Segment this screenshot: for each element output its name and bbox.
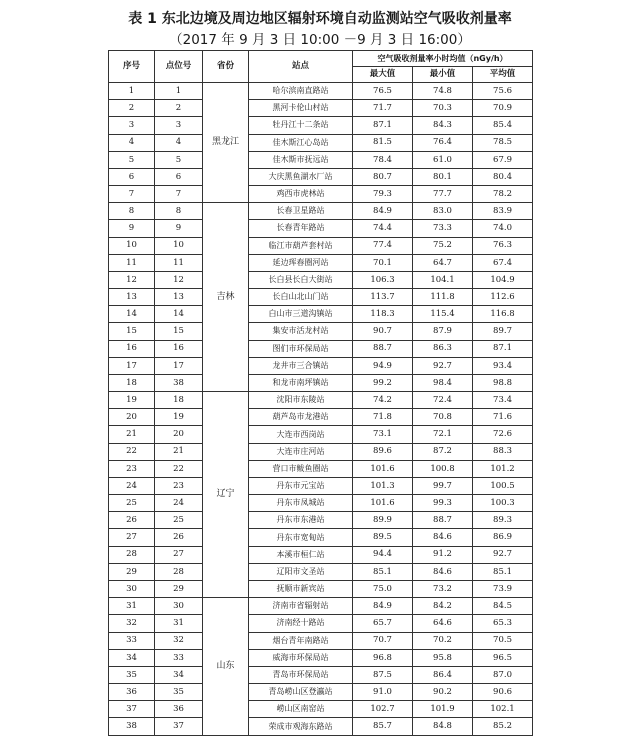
header-province: 省份 [203, 51, 249, 83]
cell-avg: 70.9 [473, 100, 533, 117]
cell-avg: 87.0 [473, 666, 533, 683]
cell-max: 118.3 [353, 306, 413, 323]
cell-max: 74.4 [353, 220, 413, 237]
cell-min: 84.3 [413, 117, 473, 134]
cell-avg: 78.2 [473, 186, 533, 203]
table-row [109, 546, 533, 563]
cell-min: 86.4 [413, 666, 473, 683]
cell-max: 77.4 [353, 237, 413, 254]
table-row [109, 426, 533, 443]
cell-station: 大庆黑鱼湖水厂站 [249, 168, 353, 185]
header-site-no: 点位号 [155, 51, 203, 83]
table-row [109, 323, 533, 340]
cell-min: 99.3 [413, 495, 473, 512]
cell-seq: 36 [109, 684, 155, 701]
cell-seq: 27 [109, 529, 155, 546]
table-row [109, 374, 533, 391]
table-row [109, 615, 533, 632]
cell-site-no: 37 [155, 718, 203, 736]
cell-max: 75.0 [353, 580, 413, 597]
cell-station: 大连市庄河站 [249, 443, 353, 460]
cell-min: 77.7 [413, 186, 473, 203]
cell-site-no: 26 [155, 529, 203, 546]
cell-avg: 101.2 [473, 460, 533, 477]
cell-station: 沈阳市东陵站 [249, 392, 353, 409]
cell-max: 85.1 [353, 563, 413, 580]
cell-avg: 73.4 [473, 392, 533, 409]
cell-site-no: 6 [155, 168, 203, 185]
cell-station: 长春卫星路站 [249, 203, 353, 220]
cell-site-no: 1 [155, 83, 203, 100]
cell-site-no: 10 [155, 237, 203, 254]
cell-max: 96.8 [353, 649, 413, 666]
cell-seq: 32 [109, 615, 155, 632]
cell-site-no: 5 [155, 151, 203, 168]
cell-seq: 3 [109, 117, 155, 134]
cell-site-no: 3 [155, 117, 203, 134]
cell-seq: 34 [109, 649, 155, 666]
cell-avg: 96.5 [473, 649, 533, 666]
cell-station: 鸡西市虎林站 [249, 186, 353, 203]
cell-seq: 28 [109, 546, 155, 563]
cell-min: 76.4 [413, 134, 473, 151]
table-row [109, 477, 533, 494]
cell-avg: 73.9 [473, 580, 533, 597]
cell-site-no: 33 [155, 649, 203, 666]
cell-avg: 71.6 [473, 409, 533, 426]
radiation-table [108, 50, 533, 736]
cell-avg: 67.9 [473, 151, 533, 168]
cell-min: 70.3 [413, 100, 473, 117]
cell-avg: 86.9 [473, 529, 533, 546]
cell-min: 80.1 [413, 168, 473, 185]
cell-max: 84.9 [353, 598, 413, 615]
cell-station: 白山市三道沟镇站 [249, 306, 353, 323]
cell-site-no: 20 [155, 426, 203, 443]
cell-max: 70.7 [353, 632, 413, 649]
cell-max: 87.5 [353, 666, 413, 683]
cell-province: 山东 [203, 598, 249, 736]
table-row [109, 134, 533, 151]
cell-site-no: 9 [155, 220, 203, 237]
cell-avg: 83.9 [473, 203, 533, 220]
cell-avg: 74.0 [473, 220, 533, 237]
cell-min: 95.8 [413, 649, 473, 666]
cell-site-no: 28 [155, 563, 203, 580]
cell-site-no: 19 [155, 409, 203, 426]
cell-site-no: 35 [155, 684, 203, 701]
table-row [109, 701, 533, 718]
cell-max: 74.2 [353, 392, 413, 409]
cell-site-no: 18 [155, 392, 203, 409]
table-row [109, 684, 533, 701]
cell-seq: 18 [109, 374, 155, 391]
cell-seq: 2 [109, 100, 155, 117]
cell-station: 青岛崂山区登瀛站 [249, 684, 353, 701]
cell-max: 70.1 [353, 254, 413, 271]
cell-max: 94.9 [353, 357, 413, 374]
table-row [109, 598, 533, 615]
cell-station: 长白县长白大街站 [249, 271, 353, 288]
cell-min: 86.3 [413, 340, 473, 357]
cell-site-no: 8 [155, 203, 203, 220]
cell-min: 73.3 [413, 220, 473, 237]
cell-seq: 5 [109, 151, 155, 168]
cell-max: 113.7 [353, 289, 413, 306]
cell-max: 71.8 [353, 409, 413, 426]
header-max: 最大值 [353, 67, 413, 83]
cell-min: 111.8 [413, 289, 473, 306]
cell-min: 64.6 [413, 615, 473, 632]
cell-avg: 89.7 [473, 323, 533, 340]
cell-max: 81.5 [353, 134, 413, 151]
cell-station: 营口市鲅鱼圈站 [249, 460, 353, 477]
table-row [109, 254, 533, 271]
cell-avg: 67.4 [473, 254, 533, 271]
cell-seq: 33 [109, 632, 155, 649]
cell-station: 丹东市凤城站 [249, 495, 353, 512]
cell-site-no: 29 [155, 580, 203, 597]
cell-max: 91.0 [353, 684, 413, 701]
cell-station: 黑河卡伦山村站 [249, 100, 353, 117]
header-dose-rate-group: 空气吸收剂量率小时均值（nGy/h） [353, 51, 533, 67]
cell-max: 101.6 [353, 460, 413, 477]
cell-seq: 24 [109, 477, 155, 494]
cell-min: 92.7 [413, 357, 473, 374]
table-row [109, 340, 533, 357]
cell-seq: 29 [109, 563, 155, 580]
cell-min: 70.2 [413, 632, 473, 649]
cell-seq: 30 [109, 580, 155, 597]
cell-avg: 98.8 [473, 374, 533, 391]
cell-station: 长白山北山门站 [249, 289, 353, 306]
cell-seq: 20 [109, 409, 155, 426]
cell-seq: 8 [109, 203, 155, 220]
table-row [109, 186, 533, 203]
cell-min: 70.8 [413, 409, 473, 426]
table-title: 表 1 东北边境及周边地区辐射环境自动监测站空气吸收剂量率 [128, 11, 512, 27]
cell-site-no: 17 [155, 357, 203, 374]
cell-site-no: 25 [155, 512, 203, 529]
cell-seq: 7 [109, 186, 155, 203]
cell-avg: 112.6 [473, 289, 533, 306]
cell-province: 黑龙江 [203, 83, 249, 203]
cell-seq: 9 [109, 220, 155, 237]
cell-avg: 65.3 [473, 615, 533, 632]
cell-station: 大连市西岗站 [249, 426, 353, 443]
cell-site-no: 16 [155, 340, 203, 357]
cell-max: 73.1 [353, 426, 413, 443]
cell-site-no: 34 [155, 666, 203, 683]
table-row [109, 512, 533, 529]
table-row [109, 237, 533, 254]
cell-min: 72.1 [413, 426, 473, 443]
cell-seq: 37 [109, 701, 155, 718]
table-body [109, 83, 533, 736]
cell-max: 80.7 [353, 168, 413, 185]
table-row [109, 529, 533, 546]
cell-avg: 87.1 [473, 340, 533, 357]
cell-min: 75.2 [413, 237, 473, 254]
cell-min: 72.4 [413, 392, 473, 409]
cell-site-no: 24 [155, 495, 203, 512]
cell-min: 98.4 [413, 374, 473, 391]
cell-min: 84.6 [413, 563, 473, 580]
cell-avg: 70.5 [473, 632, 533, 649]
cell-max: 89.6 [353, 443, 413, 460]
table-row [109, 632, 533, 649]
cell-site-no: 38 [155, 374, 203, 391]
cell-seq: 25 [109, 495, 155, 512]
table-row [109, 168, 533, 185]
cell-avg: 93.4 [473, 357, 533, 374]
cell-station: 辽阳市文圣站 [249, 563, 353, 580]
table-row [109, 392, 533, 409]
cell-station: 佳木斯江心岛站 [249, 134, 353, 151]
table-row [109, 203, 533, 220]
cell-station: 济南经十路站 [249, 615, 353, 632]
table-row [109, 443, 533, 460]
cell-site-no: 22 [155, 460, 203, 477]
cell-seq: 23 [109, 460, 155, 477]
table-row [109, 357, 533, 374]
cell-station: 丹东市宽甸站 [249, 529, 353, 546]
cell-seq: 13 [109, 289, 155, 306]
header-seq: 序号 [109, 51, 155, 83]
cell-max: 106.3 [353, 271, 413, 288]
cell-station: 延边珲春圈河站 [249, 254, 353, 271]
cell-site-no: 7 [155, 186, 203, 203]
cell-min: 83.0 [413, 203, 473, 220]
cell-max: 101.6 [353, 495, 413, 512]
cell-station: 济南市省辐射站 [249, 598, 353, 615]
table-row [109, 409, 533, 426]
cell-seq: 4 [109, 134, 155, 151]
cell-seq: 12 [109, 271, 155, 288]
cell-seq: 35 [109, 666, 155, 683]
cell-min: 115.4 [413, 306, 473, 323]
cell-min: 101.9 [413, 701, 473, 718]
cell-station: 佳木斯市抚远站 [249, 151, 353, 168]
cell-max: 99.2 [353, 374, 413, 391]
cell-min: 88.7 [413, 512, 473, 529]
cell-min: 87.9 [413, 323, 473, 340]
table-subtitle: （2017 年 9 月 3 日 10:00 －9 月 3 日 16:00） [169, 32, 471, 48]
cell-avg: 104.9 [473, 271, 533, 288]
cell-site-no: 13 [155, 289, 203, 306]
table-row [109, 649, 533, 666]
cell-seq: 17 [109, 357, 155, 374]
header-station: 站点 [249, 51, 353, 83]
cell-station: 龙井市三合镇站 [249, 357, 353, 374]
cell-avg: 92.7 [473, 546, 533, 563]
table-row [109, 271, 533, 288]
cell-station: 哈尔滨南直路站 [249, 83, 353, 100]
cell-min: 90.2 [413, 684, 473, 701]
cell-seq: 21 [109, 426, 155, 443]
cell-min: 61.0 [413, 151, 473, 168]
cell-station: 牡丹江十二条站 [249, 117, 353, 134]
cell-station: 丹东市东港站 [249, 512, 353, 529]
cell-avg: 75.6 [473, 83, 533, 100]
cell-min: 74.8 [413, 83, 473, 100]
table-row [109, 83, 533, 100]
cell-seq: 31 [109, 598, 155, 615]
cell-site-no: 4 [155, 134, 203, 151]
cell-station: 集安市活龙村站 [249, 323, 353, 340]
cell-max: 94.4 [353, 546, 413, 563]
cell-min: 91.2 [413, 546, 473, 563]
cell-min: 100.8 [413, 460, 473, 477]
cell-province: 吉林 [203, 203, 249, 392]
cell-site-no: 12 [155, 271, 203, 288]
table-row [109, 666, 533, 683]
cell-site-no: 30 [155, 598, 203, 615]
cell-max: 89.5 [353, 529, 413, 546]
cell-min: 87.2 [413, 443, 473, 460]
cell-station: 临江市葫芦套村站 [249, 237, 353, 254]
table-row [109, 460, 533, 477]
cell-avg: 89.3 [473, 512, 533, 529]
cell-seq: 11 [109, 254, 155, 271]
cell-avg: 84.5 [473, 598, 533, 615]
header-avg: 平均值 [473, 67, 533, 83]
cell-min: 99.7 [413, 477, 473, 494]
cell-site-no: 31 [155, 615, 203, 632]
cell-avg: 102.1 [473, 701, 533, 718]
cell-seq: 10 [109, 237, 155, 254]
cell-avg: 85.1 [473, 563, 533, 580]
cell-seq: 22 [109, 443, 155, 460]
cell-avg: 90.6 [473, 684, 533, 701]
cell-min: 84.6 [413, 529, 473, 546]
cell-avg: 100.3 [473, 495, 533, 512]
cell-avg: 100.5 [473, 477, 533, 494]
table-row [109, 718, 533, 736]
cell-station: 图们市环保局站 [249, 340, 353, 357]
cell-site-no: 14 [155, 306, 203, 323]
table-row [109, 100, 533, 117]
table-row [109, 563, 533, 580]
cell-avg: 80.4 [473, 168, 533, 185]
cell-seq: 15 [109, 323, 155, 340]
table-row [109, 580, 533, 597]
cell-max: 71.7 [353, 100, 413, 117]
cell-max: 89.9 [353, 512, 413, 529]
cell-station: 崂山区南窑站 [249, 701, 353, 718]
cell-avg: 78.5 [473, 134, 533, 151]
cell-seq: 19 [109, 392, 155, 409]
cell-site-no: 15 [155, 323, 203, 340]
cell-max: 87.1 [353, 117, 413, 134]
cell-avg: 72.6 [473, 426, 533, 443]
cell-seq: 1 [109, 83, 155, 100]
cell-station: 抚顺市新宾站 [249, 580, 353, 597]
table-row [109, 117, 533, 134]
cell-avg: 76.3 [473, 237, 533, 254]
cell-max: 90.7 [353, 323, 413, 340]
cell-min: 84.8 [413, 718, 473, 736]
cell-station: 葫芦岛市龙港站 [249, 409, 353, 426]
cell-seq: 38 [109, 718, 155, 736]
cell-max: 78.4 [353, 151, 413, 168]
table-row [109, 289, 533, 306]
cell-site-no: 36 [155, 701, 203, 718]
cell-max: 84.9 [353, 203, 413, 220]
table-row [109, 306, 533, 323]
cell-site-no: 11 [155, 254, 203, 271]
cell-min: 64.7 [413, 254, 473, 271]
cell-site-no: 32 [155, 632, 203, 649]
cell-max: 85.7 [353, 718, 413, 736]
cell-seq: 16 [109, 340, 155, 357]
table-row [109, 151, 533, 168]
cell-max: 88.7 [353, 340, 413, 357]
cell-min: 104.1 [413, 271, 473, 288]
cell-max: 76.5 [353, 83, 413, 100]
cell-max: 101.3 [353, 477, 413, 494]
cell-max: 79.3 [353, 186, 413, 203]
table-row [109, 220, 533, 237]
cell-station: 烟台青年南路站 [249, 632, 353, 649]
cell-avg: 116.8 [473, 306, 533, 323]
cell-station: 和龙市南坪镇站 [249, 374, 353, 391]
cell-max: 65.7 [353, 615, 413, 632]
cell-site-no: 21 [155, 443, 203, 460]
cell-avg: 88.3 [473, 443, 533, 460]
table-row [109, 495, 533, 512]
cell-min: 73.2 [413, 580, 473, 597]
cell-avg: 85.4 [473, 117, 533, 134]
cell-seq: 14 [109, 306, 155, 323]
cell-seq: 26 [109, 512, 155, 529]
cell-min: 84.2 [413, 598, 473, 615]
cell-station: 长春青年路站 [249, 220, 353, 237]
cell-max: 102.7 [353, 701, 413, 718]
cell-station: 本溪市桓仁站 [249, 546, 353, 563]
cell-seq: 6 [109, 168, 155, 185]
cell-site-no: 2 [155, 100, 203, 117]
cell-site-no: 23 [155, 477, 203, 494]
cell-station: 威海市环保局站 [249, 649, 353, 666]
cell-station: 丹东市元宝站 [249, 477, 353, 494]
cell-avg: 85.2 [473, 718, 533, 736]
header-min: 最小值 [413, 67, 473, 83]
cell-province: 辽宁 [203, 392, 249, 598]
cell-station: 青岛市环保局站 [249, 666, 353, 683]
cell-station: 荣成市观海东路站 [249, 718, 353, 736]
cell-site-no: 27 [155, 546, 203, 563]
